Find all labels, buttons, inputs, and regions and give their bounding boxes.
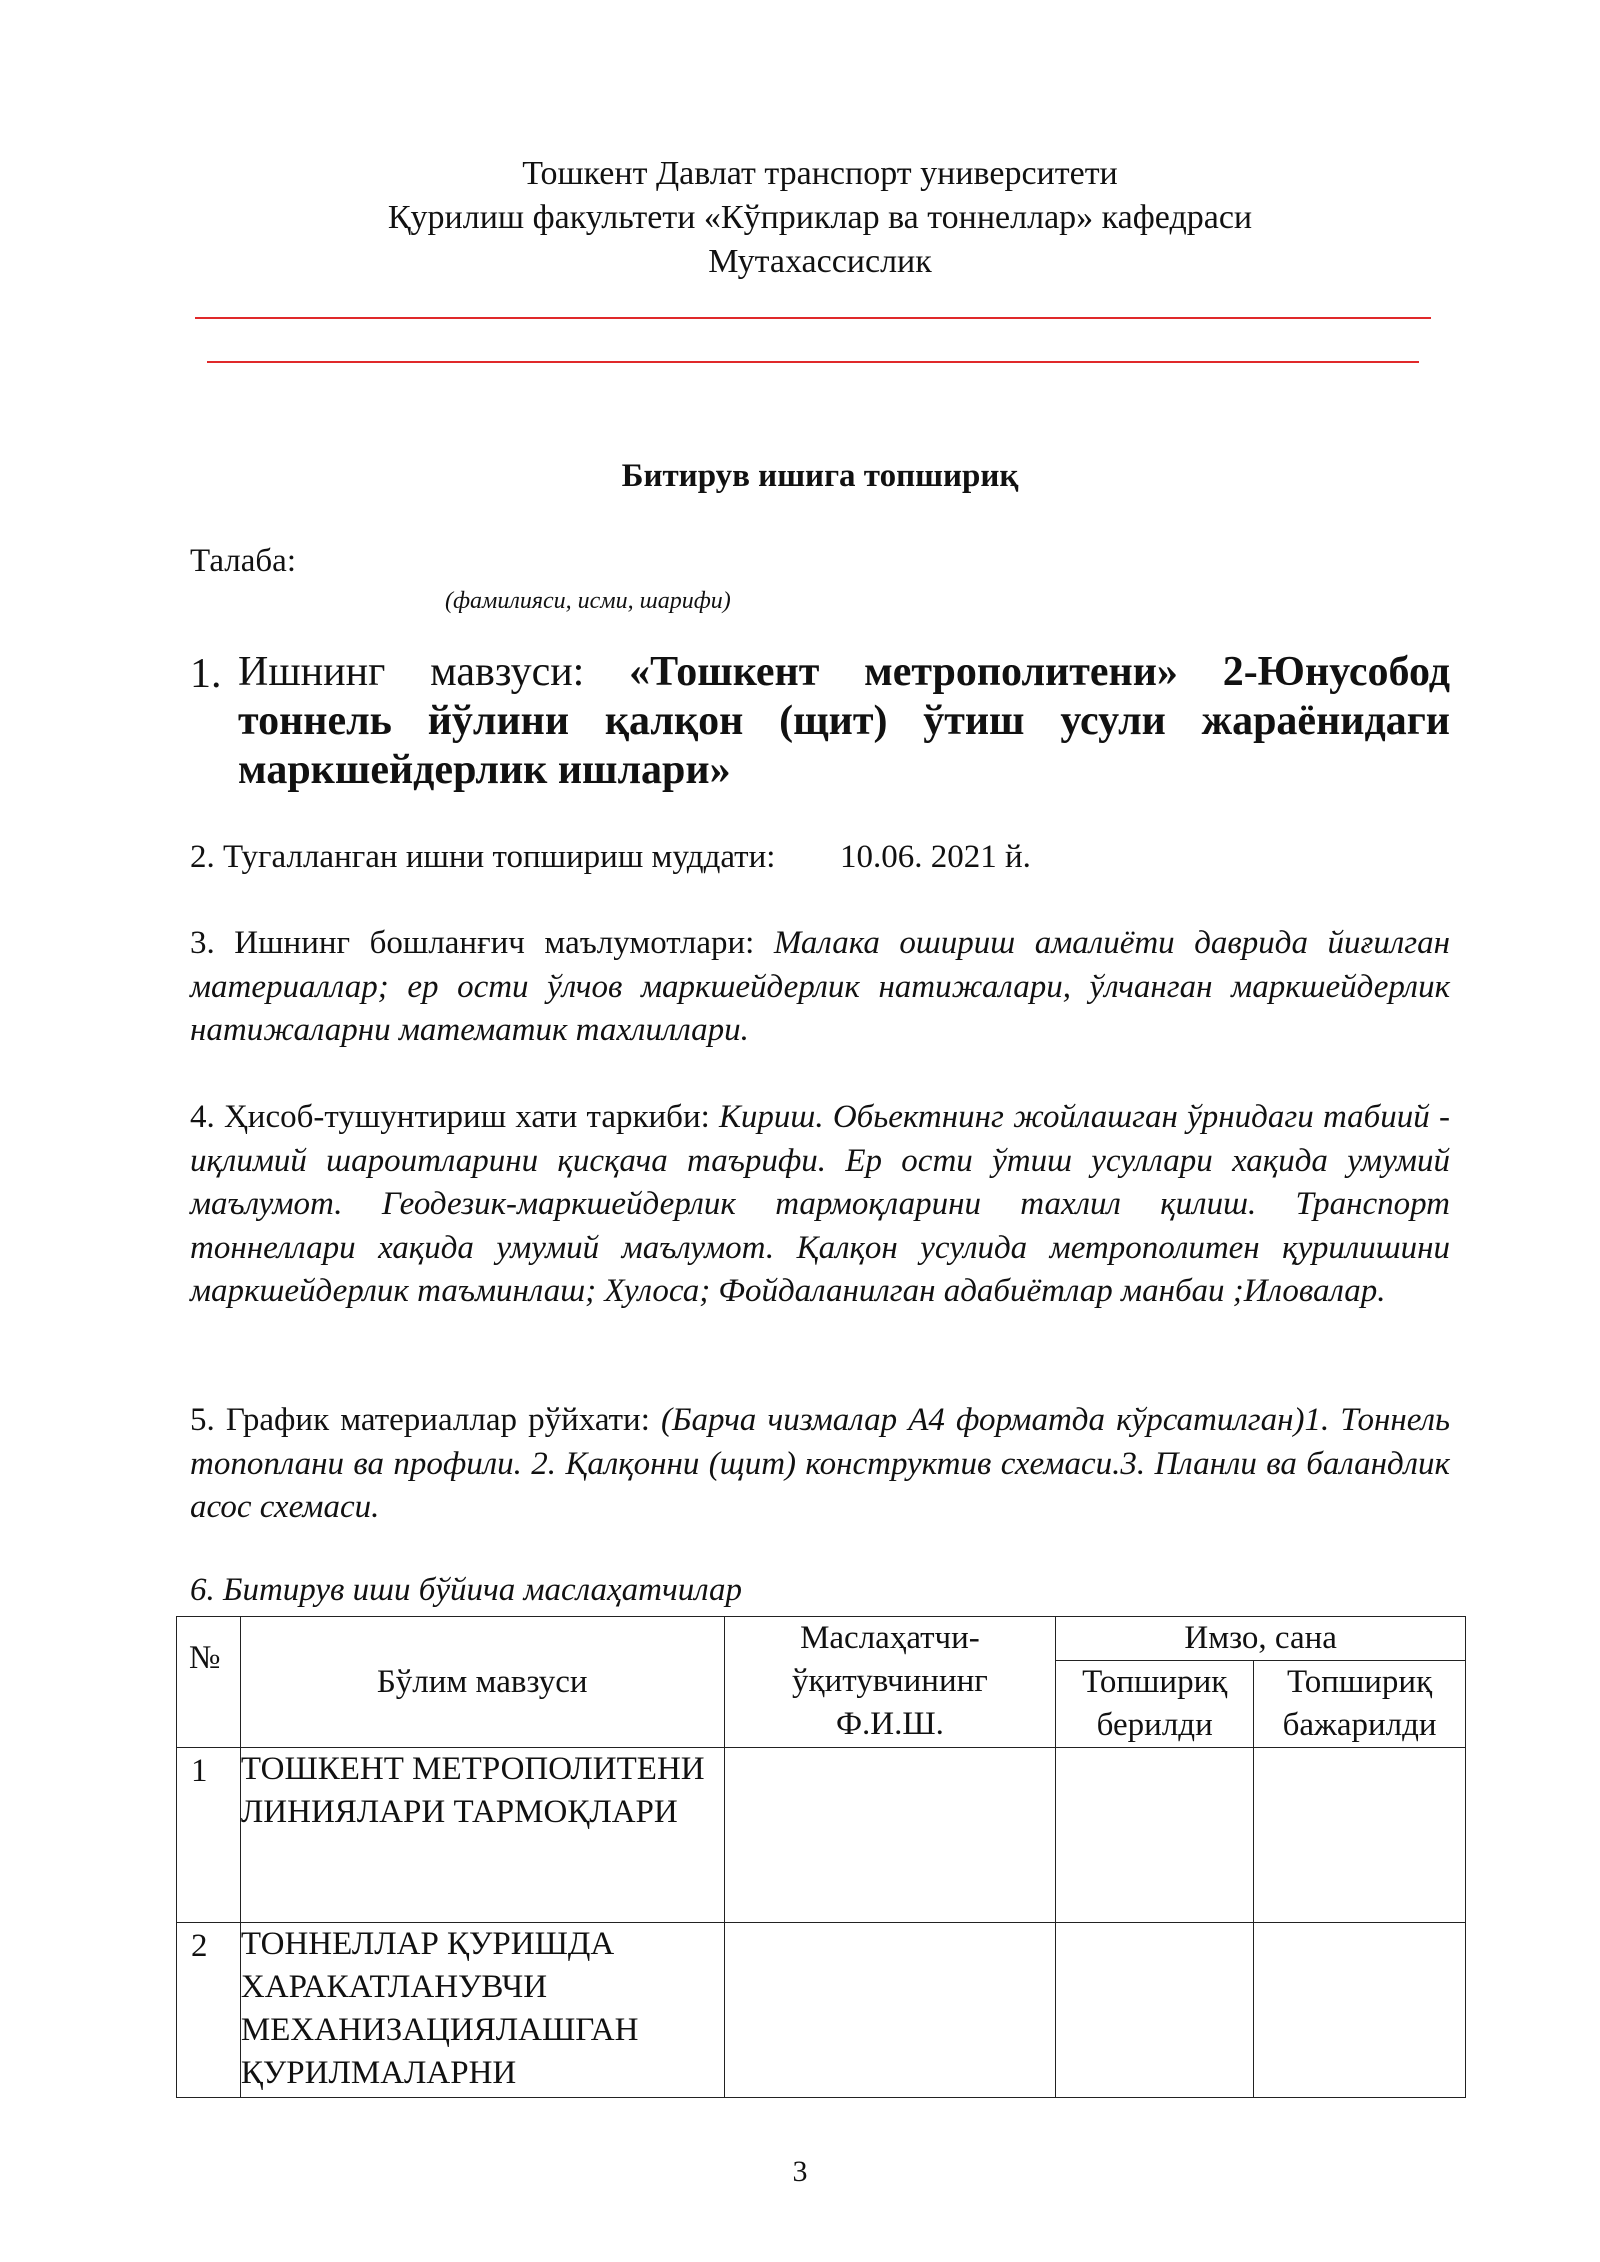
item-2-date: 10.06. 2021 й. — [839, 839, 1031, 875]
item-2-label: 2. Тугалланган ишни топшириш муддати: — [190, 839, 776, 875]
document-title: Битирув ишига топшириқ — [621, 458, 1019, 494]
table-row — [177, 1923, 1466, 2098]
item-4-report-contents — [190, 1096, 1450, 1314]
row-given-cell — [1056, 1923, 1254, 2098]
consultants-caption: 6. Битирув иши бўйича маслаҳатчилар — [190, 1572, 742, 1608]
header-section: Бўлим мавзуси — [240, 1617, 724, 1748]
item-4-text: Кириш. Обьектнинг жойлашган ўрнидаги табиий - иқлимий шароитларини қисқача таърифи. Ер ости ўтиш усуллари хақида умумий маълумот. Геодезик-маркшейдерлик тармоқларини тахлил қилиш. Транспорт тоннеллари хақида умумий маълумот. Қалқон усулида метрополитен қурилишини маркшейдерлик таъминлаш; Хулоса; Фойдаланилган адабиётлар манбаи ;Иловалар. — [190, 1099, 1450, 1309]
item-5-label: 5. График материаллар рўйхати: — [190, 1402, 650, 1438]
item-5-graphics-list — [190, 1399, 1450, 1530]
student-name-hint: (фамилияси, исми, шарифи) — [445, 588, 731, 614]
item-1-topic-text: «Тошкент метрополитени» 2-Юнусобод тоннель йўлини қалқон (щит) ўтиш усули жараёнидаги маркшейдерлик ишлари» — [238, 649, 1450, 793]
row-advisor-cell — [724, 1748, 1056, 1923]
consultants-table — [176, 1616, 1466, 2098]
specialty-label: Мутахассислик — [708, 243, 932, 280]
item-1-label: Ишнинг мавзуси: — [238, 649, 585, 695]
header-number: № — [177, 1617, 241, 1748]
row-done-cell — [1254, 1923, 1466, 2098]
item-1-number: 1. — [190, 651, 222, 697]
item-3-initial-data — [190, 922, 1450, 1053]
row-section: ТОШКЕНТ МЕТРОПОЛИТЕНИ ЛИНИЯЛАРИ ТАРМОҚЛАРИ — [240, 1748, 724, 1923]
item-2-deadline — [190, 836, 1450, 880]
specialty-blank-line-1 — [195, 317, 1431, 319]
row-given-cell — [1056, 1748, 1254, 1923]
header-task-given: Топшириқ берилди — [1056, 1661, 1254, 1748]
item-3-text: Малака ошириш амалиёти даврида йиғилган материаллар; ер ости ўлчов маркшейдерлик натижалари, ўлчанган маркшейдерлик натижаларни математик тахлиллари. — [190, 925, 1451, 1048]
item-3-label: 3. Ишнинг бошланғич маълумотлари: — [190, 925, 755, 961]
item-1-topic — [238, 648, 1450, 795]
specialty-blank-line-2 — [207, 361, 1419, 363]
row-section: ТОННЕЛЛАР ҚУРИШДА ХАРАКАТЛАНУВЧИ МЕХАНИЗАЦИЯЛАШГАН ҚУРИЛМАЛАРНИ — [240, 1923, 724, 2098]
row-advisor-cell — [724, 1923, 1056, 2098]
row-number: 2 — [177, 1923, 241, 2098]
header-task-done: Топшириқ бажарилди — [1254, 1661, 1466, 1748]
faculty-name: Қурилиш факультети «Кўприклар ва тоннеллар» кафедраси — [387, 199, 1253, 236]
row-number: 1 — [177, 1748, 241, 1923]
item-4-label: 4. Ҳисоб-тушунтириш хати таркиби: — [190, 1099, 710, 1135]
header-signature: Имзо, сана — [1056, 1617, 1466, 1661]
university-name: Тошкент Давлат транспорт университети — [522, 155, 1118, 192]
student-label: Талаба: — [190, 543, 296, 579]
row-done-cell — [1254, 1748, 1466, 1923]
header-advisor: Маслаҳатчи-ўқитувчининг Ф.И.Ш. — [724, 1617, 1056, 1748]
page-number: 3 — [792, 2155, 808, 2188]
item-5-text: (Барча чизмалар А4 форматда кўрсатилган)1. Тоннель топоплани ва профили. 2. Қалқонни (щит) конструктив схемаси.3. Планли ва баландлик асос схемаси. — [190, 1402, 1451, 1525]
table-row — [177, 1748, 1466, 1923]
